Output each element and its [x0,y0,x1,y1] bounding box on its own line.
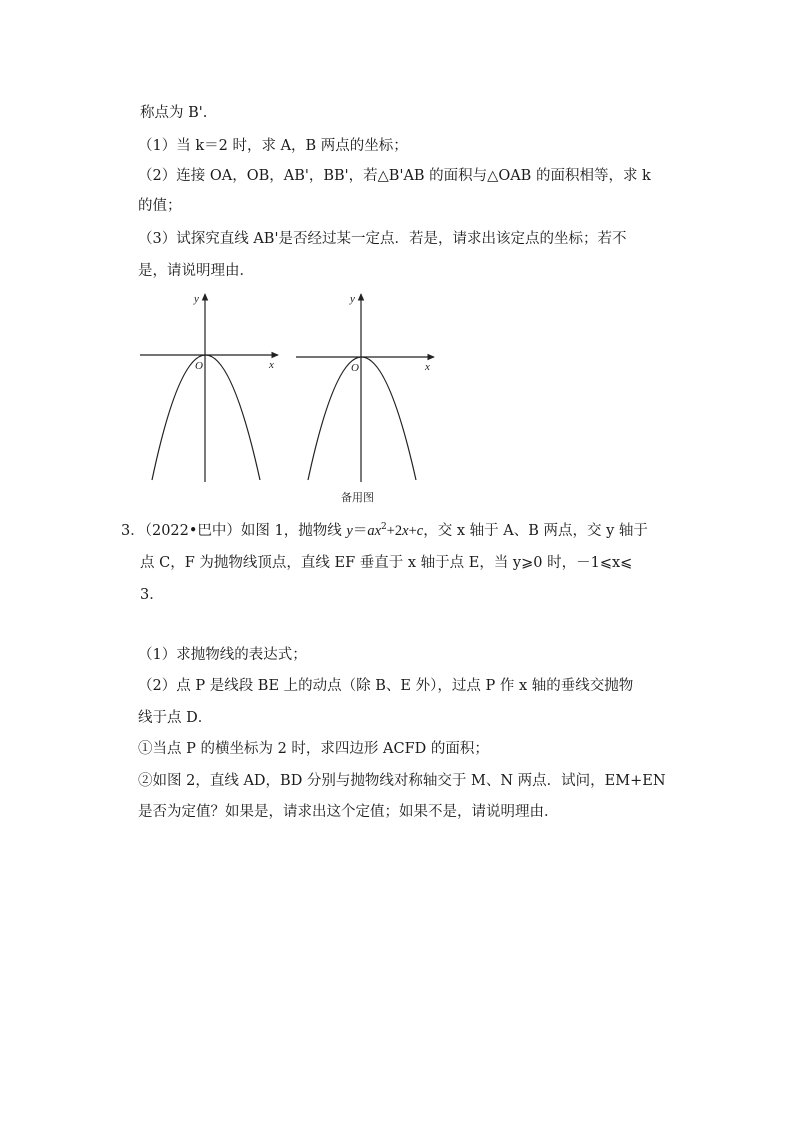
backup-figure-caption: 备用图 [341,491,374,504]
eq-plus-two: +2 [386,523,403,539]
question-3-2-line1: （2）点 P 是线段 BE 上的动点（除 B、E 外），过点 P 作 x 轴的垂线交抛物 [138,678,634,694]
eq-plus: + [408,523,417,539]
eq-equals: ＝ [352,523,368,539]
x-axis-label: x [425,361,430,373]
question-3-2-part2-line2: 是否为定值？如果是，请求出这个定值；如果不是，请说明理由． [138,804,559,820]
question-2-3-line2: 是，请说明理由． [138,263,254,279]
question-3-2-line2: 线于点 D． [138,710,213,726]
problem-3-line2: 点 C，F 为抛物线顶点，直线 EF 垂直于 x 轴于点 E，当 y⩾0 时，－1⩽x⩽ [140,555,633,571]
eq-exponent: 2 [381,522,387,532]
parabola-figure-1 [138,288,283,483]
problem-3-intro: 3．（2022•巴中）如图 1，抛物线 [121,523,347,539]
text-line-symmetric-point: 称点为 B'. [140,105,208,121]
question-2-2-line1: （2）连接 OA，OB，AB'，BB'，若△B'AB 的面积与△OAB 的面积相等，求 k [138,168,651,184]
parabola-curve [152,355,260,480]
question-2-2-line2: 的值； [138,198,182,214]
eq-y: y [346,523,353,539]
eq-ax: ax [367,523,381,539]
origin-label: O [351,362,359,374]
y-axis-label: y [194,293,199,305]
question-3-2-part2-line1: ②如图 2，直线 AD，BD 分别与抛物线对称轴交于 M、N 两点．试问，EM+EN [138,773,666,789]
problem-3-line1 [121,521,648,541]
parabola-figure-backup [294,288,439,483]
parabola-curve [308,357,416,480]
question-3-1: （1）求抛物线的表达式； [138,647,307,663]
problem-3-line3: 3． [140,587,164,603]
eq-c: c [416,523,424,539]
origin-label: O [195,360,203,372]
problem-3-intro-rest: ，交 x 轴于 A、B 两点，交 y 轴于 [423,523,648,539]
question-3-2-part1: ①当点 P 的横坐标为 2 时，求四边形 ACFD 的面积； [138,741,489,757]
eq-x: x [402,523,409,539]
question-2-3-line1: （3）试探究直线 AB'是否经过某一定点．若是，请求出该定点的坐标；若不 [138,231,627,247]
question-2-1: （1）当 k＝2 时，求 A，B 两点的坐标； [138,138,408,154]
y-axis-label: y [350,293,355,305]
x-axis-label: x [269,359,274,371]
